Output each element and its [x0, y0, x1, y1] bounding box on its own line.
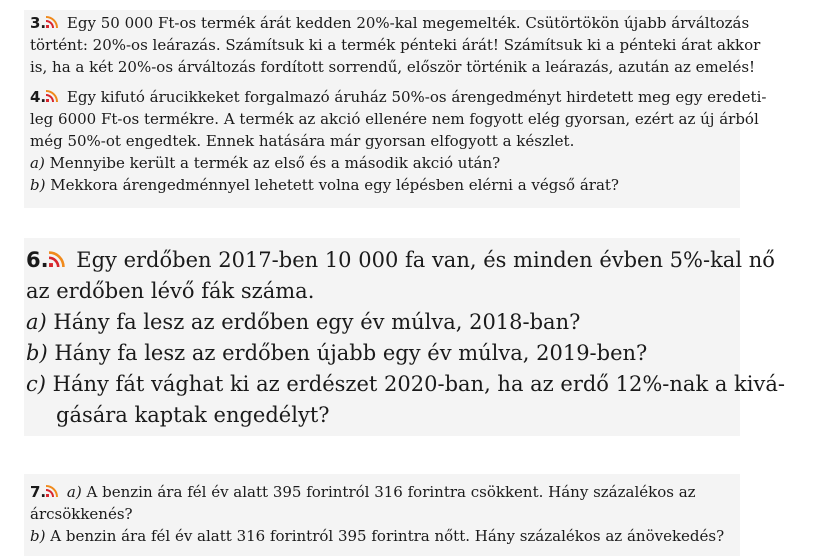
part-text: Hány fát vághat ki az erdészet 2020-ban, ha az erdő 12%-nak a kivá-: [52, 372, 785, 396]
part-label: a): [66, 483, 82, 501]
problem-3-text-line-1: Egy 50 000 Ft-os termék árát kedden 20%-kal megemelték. Csütörtökön újabb árváltozás: [66, 14, 750, 32]
part-text: Hány fa lesz az erdőben egy év múlva, 2018-ban?: [53, 310, 581, 334]
problem-6-text-line-1: Egy erdőben 2017-ben 10 000 fa van, és minden évben 5%-kal nő: [76, 248, 775, 272]
exercise-block-7: [24, 474, 740, 556]
problem-6-number: 6.: [26, 248, 49, 272]
problem-4-text-line-1: Egy kifutó árucikkeket forgalmazó áruház 50%-os árengedményt hirdetett meg egy eredeti-: [66, 88, 767, 106]
exercise-block-3-4: [24, 10, 767, 208]
part-label: b): [26, 341, 48, 365]
problem-6-part-c: [26, 372, 785, 396]
part-label: c): [26, 372, 46, 396]
signal-waves-icon: [49, 250, 70, 267]
part-label: b): [30, 527, 46, 545]
part-text: Mennyibe került a termék az első és a második akció után?: [49, 154, 501, 172]
problem-6-part-a: [26, 310, 580, 334]
part-label: a): [26, 310, 47, 334]
problem-3-number: 3.: [30, 14, 47, 32]
problem-6-text-line-2: az erdőben lévő fák száma.: [26, 279, 315, 303]
problem-7-part-a-line-1: A benzin ára fél év alatt 395 forintról 316 forintra csökkent. Hány százalékos az: [86, 483, 696, 501]
problem-7-part-b: [30, 527, 724, 545]
signal-waves-icon: [46, 15, 62, 28]
problem-3-line-1: [30, 14, 749, 32]
part-text: Mekkora árengedménnyel lehetett volna egy lépésben elérni a végső árat?: [50, 176, 619, 194]
problem-3-text-line-2: történt: 20%-os leárazás. Számítsuk ki a termék pénteki árát! Számítsuk ki a pénteki árat akkor: [30, 36, 761, 54]
problem-4-part-a: [30, 154, 500, 172]
problem-4-line-1: [30, 88, 766, 106]
problem-7-part-a-line-2: árcsökkenés?: [30, 505, 133, 523]
problem-4-part-b: [30, 176, 619, 194]
problem-3-text-line-3: is, ha a két 20%-os árváltozás fordított sorrendű, először történik a leárazás, azután az emelés!: [30, 58, 756, 76]
exercise-block-6: [24, 238, 785, 436]
problem-4-text-line-3: még 50%-ot engedtek. Ennek hatására már gyorsan elfogyott a készlet.: [30, 132, 575, 150]
part-text: A benzin ára fél év alatt 316 forintról 395 forintra nőtt. Hány százalékos az ánövekedés?: [50, 527, 725, 545]
problem-6-line-1: [26, 248, 775, 272]
problem-7-line-1: [30, 483, 696, 501]
problem-4-number: 4.: [30, 88, 47, 106]
part-label: b): [30, 176, 46, 194]
problem-6-part-c-continuation: gására kaptak engedélyt?: [56, 403, 330, 427]
problem-4-text-line-2: leg 6000 Ft-os termékre. A termék az akció ellenére nem fogyott elég gyorsan, ezért az új árból: [30, 110, 759, 128]
problem-6-part-b: [26, 341, 647, 365]
signal-waves-icon: [46, 89, 62, 102]
part-text: Hány fa lesz az erdőben újabb egy év múlva, 2019-ben?: [54, 341, 648, 365]
problem-7-number: 7.: [30, 483, 47, 501]
signal-waves-icon: [46, 484, 62, 497]
part-label: a): [30, 154, 45, 172]
